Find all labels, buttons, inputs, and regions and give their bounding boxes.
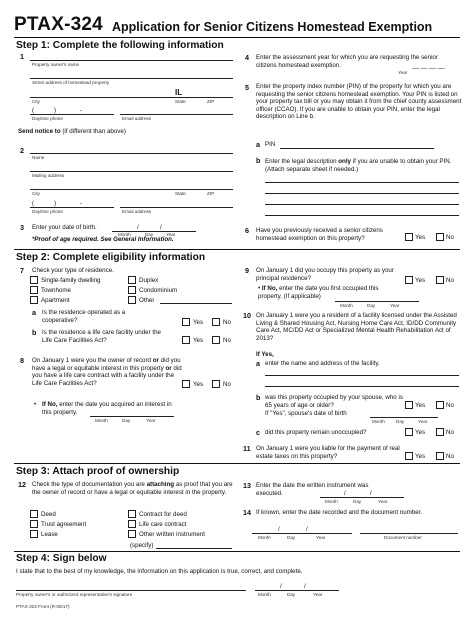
- item-9-sub-text: • If No, enter the date you first occupied this property. (If applicable): [258, 285, 379, 300]
- item-5a-text: PIN: [265, 141, 276, 148]
- item-5a-letter: a: [256, 140, 260, 149]
- street-address-field[interactable]: [30, 78, 233, 79]
- lease-label: Lease: [41, 531, 58, 538]
- item-4-text: Enter the assessment year for which you are requesting the senior citizens homestead exemption.: [256, 54, 438, 69]
- item-13-sep-2: /: [370, 490, 372, 497]
- item-14-year-label: Year: [316, 535, 326, 540]
- life-care-contract-label: Life care contract: [139, 521, 187, 528]
- item-14-text: If known, enter the date recorded and the document number.: [256, 509, 423, 516]
- notice-phone-open-paren: (: [32, 200, 35, 207]
- deed-label: Deed: [41, 511, 56, 518]
- item-3-text: Enter your date of birth.: [32, 224, 97, 231]
- item-10b-text: was this property occupied by your spouse, who is 65 years of age or older?: [265, 394, 403, 409]
- state-label: State: [175, 99, 186, 104]
- item-10c-no-checkbox[interactable]: [436, 428, 444, 436]
- item-10b-letter: b: [256, 393, 261, 402]
- item-10b-no-label: No: [446, 402, 454, 409]
- item-5b-text: Enter the legal description only if you are unable to obtain your PIN. (Attach separate sheet if needed.): [265, 158, 452, 173]
- dob-day-label: Day: [145, 232, 154, 237]
- contract-for-deed-checkbox[interactable]: [128, 510, 136, 518]
- item-6-text: Have you previously received a senior citizens homestead exemption on this property?: [256, 227, 383, 242]
- signature-sep-2: /: [304, 583, 306, 590]
- item-9-month-label: Month: [340, 303, 353, 308]
- certification-statement: I state that to the best of my knowledge, the information on this application is true, correct, and complete.: [16, 568, 303, 575]
- assessment-year-label: Year: [398, 70, 408, 75]
- apartment-checkbox[interactable]: [30, 296, 38, 304]
- notice-city-state-zip-field[interactable]: [30, 189, 233, 190]
- item-8-no-checkbox[interactable]: [212, 380, 220, 388]
- dob-sep-2: /: [160, 224, 162, 231]
- item-7a-no-checkbox[interactable]: [212, 318, 220, 326]
- item-9-text: On January 1 did you occupy this property as your principal residence?: [256, 267, 394, 282]
- notice-state-label: State: [175, 191, 186, 196]
- other-residence-label: Other: [139, 297, 155, 304]
- item-7a-text: Is the residence operated as a cooperative?: [42, 309, 126, 324]
- email-field[interactable]: [120, 114, 233, 115]
- legal-desc-line-4[interactable]: [265, 215, 459, 216]
- item-9-number: 9: [245, 266, 249, 275]
- item-8-year-label: Year: [146, 418, 156, 423]
- item-9-no-label: No: [446, 277, 454, 284]
- email-label: Email address: [122, 116, 152, 121]
- step2-divider: [14, 249, 460, 250]
- other-residence-checkbox[interactable]: [128, 296, 136, 304]
- item-8-no-label: No: [223, 381, 231, 388]
- city-label: City: [32, 99, 40, 104]
- item-11-yes-checkbox[interactable]: [405, 452, 413, 460]
- dob-sep-1: /: [137, 224, 139, 231]
- item-9-yes-checkbox[interactable]: [405, 276, 413, 284]
- item-1-number: 1: [20, 52, 24, 61]
- contract-for-deed-label: Contract for deed: [139, 511, 187, 518]
- zip-label: ZIP: [207, 99, 215, 104]
- owner-name-field[interactable]: [30, 60, 233, 61]
- item-13-number: 13: [243, 481, 251, 490]
- pin-field[interactable]: [280, 148, 434, 149]
- duplex-label: Duplex: [139, 277, 159, 284]
- item-7b-yes-checkbox[interactable]: [182, 336, 190, 344]
- other-instrument-label: Other written instrument: [139, 531, 206, 538]
- item-6-yes-checkbox[interactable]: [405, 233, 413, 241]
- item-7b-text: Is the residence a life care facility under the Life Care Facilities Act?: [42, 329, 162, 344]
- item-10a-letter: a: [256, 359, 260, 368]
- legal-desc-line-1[interactable]: [265, 182, 459, 183]
- item-3-number: 3: [20, 223, 24, 232]
- item-14-sep-2: /: [306, 526, 308, 533]
- phone-open-paren: (: [32, 107, 35, 114]
- item-13-text: Enter the date the written instrument was executed.: [256, 482, 369, 497]
- item-10b-no-checkbox[interactable]: [436, 401, 444, 409]
- item-7a-yes-label: Yes: [193, 319, 204, 326]
- item-10c-text: did this property remain unoccupied?: [265, 429, 367, 436]
- item-14-sep-1: /: [278, 526, 280, 533]
- facility-line-1[interactable]: [265, 375, 459, 376]
- step4-heading: Step 4: Sign below: [16, 553, 107, 564]
- item-7a-no-label: No: [223, 319, 231, 326]
- item-13-date-field[interactable]: [320, 497, 404, 498]
- item-11-no-checkbox[interactable]: [436, 452, 444, 460]
- item-13-year-label: Year: [378, 499, 388, 504]
- specify-field[interactable]: [156, 548, 232, 549]
- notice-email-label: Email address: [122, 209, 152, 214]
- item-13-month-label: Month: [325, 499, 338, 504]
- item-7a-letter: a: [32, 308, 36, 317]
- life-care-contract-checkbox[interactable]: [128, 520, 136, 528]
- item-14-number: 14: [243, 508, 251, 517]
- document-number-field[interactable]: [360, 533, 458, 534]
- deed-checkbox[interactable]: [30, 510, 38, 518]
- step3-divider: [14, 463, 460, 464]
- item-7a-yes-checkbox[interactable]: [182, 318, 190, 326]
- single-family-checkbox[interactable]: [30, 276, 38, 284]
- item-11-text: On January 1 were you liable for the payment of real estate taxes on this property?: [256, 445, 400, 460]
- item-10-if-yes: If Yes,: [256, 351, 274, 358]
- item-7b-no-checkbox[interactable]: [212, 336, 220, 344]
- legal-desc-line-2[interactable]: [265, 193, 459, 194]
- item-9-yes-label: Yes: [415, 277, 426, 284]
- step1-heading: Step 1: Complete the following information: [16, 40, 224, 51]
- trust-agreement-label: Trust agreement: [41, 521, 87, 528]
- item-13-day-label: Day: [353, 499, 362, 504]
- signature-field[interactable]: [16, 590, 246, 591]
- item-12-number: 12: [18, 480, 26, 489]
- spouse-year-label: Year: [418, 419, 428, 424]
- item-8-text: On January 1 were you the owner of record or did you have a legal or equitable interest in this property or did you have a life care contract with a facility under the Life Care Facilities Act?: [32, 357, 182, 387]
- condominium-checkbox[interactable]: [128, 286, 136, 294]
- item-8-number: 8: [20, 356, 24, 365]
- notice-phone-label: Daytime phone: [32, 209, 63, 214]
- item-10c-yes-label: Yes: [415, 429, 426, 436]
- item-5-text: Enter the property index number (PIN) of the property for which you are requesting the senior citizens homestead exemption. Your PIN is listed on your property tax bill or you may obtain it from the chief county assessment officer (CCAO). If you are unable to obtain your PIN, enter the legal description on Line b.: [256, 83, 462, 121]
- item-7-text: Check your type of residence.: [32, 267, 114, 274]
- specify-label: (specify): [130, 542, 154, 549]
- item-8-day-label: Day: [122, 418, 131, 423]
- notice-mailing-label: Mailing address: [32, 173, 65, 178]
- header-divider: [14, 37, 460, 38]
- signature-sep-1: /: [280, 583, 282, 590]
- item-6-no-label: No: [446, 234, 454, 241]
- step2-heading: Step 2: Complete eligibility information: [16, 252, 206, 263]
- item-10c-letter: c: [256, 428, 260, 437]
- notice-name-label: Name: [32, 155, 45, 160]
- notice-name-field[interactable]: [30, 153, 233, 154]
- item-6-no-checkbox[interactable]: [436, 233, 444, 241]
- state-value: IL: [175, 88, 183, 97]
- daytime-phone-field[interactable]: [30, 114, 114, 115]
- step4-divider: [14, 551, 460, 552]
- spouse-dob-field[interactable]: [370, 417, 438, 418]
- item-5b-letter: b: [256, 156, 261, 165]
- townhome-checkbox[interactable]: [30, 286, 38, 294]
- assessment-year-blank[interactable]: __ __ __ __: [412, 62, 445, 69]
- item-8-month-label: Month: [95, 418, 108, 423]
- item-12-text: Check the type of documentation you are attaching as proof that you are the owner of record or have a legal or equitable interest in the property.: [32, 481, 233, 496]
- townhome-label: Townhome: [41, 287, 71, 294]
- street-address-label: Street address of homestead property: [32, 80, 110, 85]
- item-5-number: 5: [245, 83, 249, 92]
- signature-month-label: Month: [258, 592, 271, 597]
- signature-day-label: Day: [287, 592, 296, 597]
- item-8-yes-label: Yes: [193, 381, 204, 388]
- item-9-day-label: Day: [367, 303, 376, 308]
- duplex-checkbox[interactable]: [128, 276, 136, 284]
- item-8-date-field[interactable]: [90, 416, 174, 417]
- facility-line-2[interactable]: [265, 386, 459, 387]
- form-footer-id: PTAX-324 Front (R-09/17): [16, 604, 70, 609]
- notice-zip-label: ZIP: [207, 191, 215, 196]
- item-8-bullet: •: [34, 401, 37, 408]
- item-14-date-field[interactable]: [252, 533, 352, 534]
- phone-close-paren: ): [54, 107, 57, 114]
- dob-month-label: Month: [118, 232, 131, 237]
- other-residence-field[interactable]: [160, 303, 232, 304]
- item-8-sub-text: If No, enter the date you acquired an interest in this property.: [42, 401, 172, 416]
- item-6-number: 6: [245, 226, 249, 235]
- notice-phone-dash: -: [80, 200, 83, 207]
- dob-year-label: Year: [166, 232, 176, 237]
- lease-checkbox[interactable]: [30, 530, 38, 538]
- item-10b-yes-label: Yes: [415, 402, 426, 409]
- city-state-zip-field[interactable]: [30, 97, 233, 98]
- item-10c-yes-checkbox[interactable]: [405, 428, 413, 436]
- notice-mailing-field[interactable]: [30, 171, 233, 172]
- legal-desc-line-3[interactable]: [265, 204, 459, 205]
- spouse-day-label: Day: [396, 419, 405, 424]
- single-family-label: Single-family dwelling: [41, 277, 101, 284]
- signature-date-field[interactable]: [255, 590, 339, 591]
- item-7b-letter: b: [32, 328, 37, 337]
- notice-city-label: City: [32, 191, 40, 196]
- item-13-sep-1: /: [344, 490, 346, 497]
- item-11-yes-label: Yes: [415, 453, 426, 460]
- item-6-yes-label: Yes: [415, 234, 426, 241]
- item-10-text: On January 1 were you a resident of a facility licensed under the Assisted Living & Shared Housing Act, Nursing Home Care Act, ID/DD Community Care Act, MC/DD Act or Specialized Mental Health Rehabilitation Act of 2013?: [256, 312, 457, 342]
- item-14-day-label: Day: [287, 535, 296, 540]
- item-10c-no-label: No: [446, 429, 454, 436]
- send-notice-label: Send notice to (if different than above): [18, 128, 126, 135]
- item-10b-yes-checkbox[interactable]: [405, 401, 413, 409]
- item-7b-no-label: No: [223, 337, 231, 344]
- signature-year-label: Year: [313, 592, 323, 597]
- item-9-year-label: Year: [390, 303, 400, 308]
- item-9-no-checkbox[interactable]: [436, 276, 444, 284]
- item-10b-sub-text: If "Yes", spouse's date of birth: [265, 410, 347, 417]
- document-number-label: Document number: [384, 535, 422, 540]
- notice-phone-field[interactable]: [30, 207, 114, 208]
- item-8-yes-checkbox[interactable]: [182, 380, 190, 388]
- proof-of-age-note: *Proof of age required. See General Information.: [32, 236, 174, 243]
- owner-name-label: Property owner's name: [32, 62, 80, 67]
- notice-email-field[interactable]: [120, 207, 233, 208]
- item-4-number: 4: [245, 53, 249, 62]
- item-11-no-label: No: [446, 453, 454, 460]
- spouse-month-label: Month: [372, 419, 385, 424]
- item-14-month-label: Month: [258, 535, 271, 540]
- step3-heading: Step 3: Attach proof of ownership: [16, 466, 180, 477]
- item-10-number: 10: [243, 311, 251, 320]
- item-7-number: 7: [20, 266, 24, 275]
- other-instrument-checkbox[interactable]: [128, 530, 136, 538]
- item-10a-text: enter the name and address of the facility.: [265, 360, 380, 367]
- form-title: Application for Senior Citizens Homestead Exemption: [112, 20, 433, 34]
- apartment-label: Apartment: [41, 297, 70, 304]
- phone-dash: -: [80, 107, 83, 114]
- item-11-number: 11: [243, 444, 251, 453]
- condominium-label: Condominium: [139, 287, 178, 294]
- item-7b-yes-label: Yes: [193, 337, 204, 344]
- signature-label: Property owner's or authorized representative's signature: [16, 592, 133, 597]
- notice-phone-close-paren: ): [54, 200, 57, 207]
- trust-agreement-checkbox[interactable]: [30, 520, 38, 528]
- daytime-phone-label: Daytime phone: [32, 116, 63, 121]
- item-9-date-field[interactable]: [335, 301, 419, 302]
- item-2-number: 2: [20, 146, 24, 155]
- form-code: PTAX-324: [14, 14, 103, 35]
